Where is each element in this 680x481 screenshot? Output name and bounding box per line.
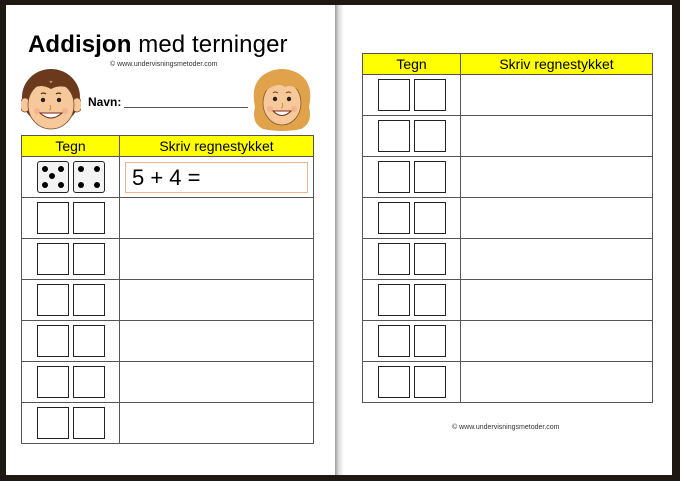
empty-die-box[interactable] xyxy=(414,325,446,357)
left-page xyxy=(6,5,335,475)
table-row xyxy=(22,321,314,362)
answer-cell[interactable] xyxy=(461,362,653,403)
table-row xyxy=(22,362,314,403)
table-row xyxy=(22,239,314,280)
answer-cell[interactable] xyxy=(120,239,314,280)
dice-cell[interactable] xyxy=(363,362,461,403)
example-answer: 5 + 4 = xyxy=(125,162,308,193)
die-four-icon xyxy=(73,161,105,193)
title-rest: med terninger xyxy=(131,31,288,58)
dice-cell[interactable] xyxy=(363,116,461,157)
empty-die-box[interactable] xyxy=(73,407,105,439)
empty-die-box[interactable] xyxy=(414,202,446,234)
boy-face-icon xyxy=(21,67,81,131)
dice-cell[interactable] xyxy=(363,198,461,239)
answer-cell[interactable] xyxy=(120,321,314,362)
empty-die-box[interactable] xyxy=(378,284,410,316)
empty-die-box[interactable] xyxy=(414,243,446,275)
header-tegn: Tegn xyxy=(22,136,120,157)
dice-cell[interactable] xyxy=(22,280,120,321)
dice-cell[interactable] xyxy=(22,362,120,403)
empty-die-box[interactable] xyxy=(73,243,105,275)
table-row xyxy=(363,280,653,321)
table-row xyxy=(22,280,314,321)
empty-die-box[interactable] xyxy=(37,284,69,316)
answer-cell[interactable] xyxy=(120,403,314,444)
name-label: Navn: xyxy=(88,95,122,109)
left-worksheet-table xyxy=(21,135,314,444)
empty-die-box[interactable] xyxy=(414,284,446,316)
empty-die-box[interactable] xyxy=(73,325,105,357)
title-bold: Addisjon xyxy=(28,31,132,58)
table-row xyxy=(22,198,314,239)
dice-cell[interactable] xyxy=(363,75,461,116)
empty-die-box[interactable] xyxy=(378,243,410,275)
empty-die-box[interactable] xyxy=(73,284,105,316)
girl-face-icon xyxy=(249,67,315,133)
answer-cell[interactable] xyxy=(461,198,653,239)
right-page xyxy=(344,5,672,475)
example-row xyxy=(22,157,314,198)
example-answer-cell xyxy=(120,157,314,198)
table-row xyxy=(363,239,653,280)
table-row xyxy=(363,116,653,157)
table-row xyxy=(22,403,314,444)
dice-cell[interactable] xyxy=(363,157,461,198)
table-row xyxy=(363,321,653,362)
answer-cell[interactable] xyxy=(120,362,314,403)
dice-cell[interactable] xyxy=(22,321,120,362)
answer-cell[interactable] xyxy=(461,75,653,116)
copyright-top: © www.undervisningsmetoder.com xyxy=(110,61,218,68)
name-input-line[interactable] xyxy=(124,107,248,108)
answer-cell[interactable] xyxy=(120,198,314,239)
table-row xyxy=(363,157,653,198)
empty-die-box[interactable] xyxy=(414,161,446,193)
dice-cell[interactable] xyxy=(22,239,120,280)
dice-cell[interactable] xyxy=(363,239,461,280)
right-worksheet-table xyxy=(362,53,653,403)
answer-cell[interactable] xyxy=(461,321,653,362)
empty-die-box[interactable] xyxy=(37,366,69,398)
empty-die-box[interactable] xyxy=(37,243,69,275)
empty-die-box[interactable] xyxy=(37,407,69,439)
empty-die-box[interactable] xyxy=(37,202,69,234)
dice-cell[interactable] xyxy=(22,403,120,444)
answer-cell[interactable] xyxy=(120,280,314,321)
copyright-bottom: © www.undervisningsmetoder.com xyxy=(452,424,560,431)
answer-cell[interactable] xyxy=(461,157,653,198)
dice-cell[interactable] xyxy=(363,280,461,321)
example-dice-cell xyxy=(22,157,120,198)
header-skriv: Skriv regnestykket xyxy=(461,54,653,75)
table-row xyxy=(363,362,653,403)
answer-cell[interactable] xyxy=(461,239,653,280)
empty-die-box[interactable] xyxy=(378,79,410,111)
page-gutter xyxy=(335,5,344,475)
table-row xyxy=(363,198,653,239)
header-tegn: Tegn xyxy=(363,54,461,75)
answer-cell[interactable] xyxy=(461,280,653,321)
empty-die-box[interactable] xyxy=(73,366,105,398)
empty-die-box[interactable] xyxy=(414,366,446,398)
empty-die-box[interactable] xyxy=(73,202,105,234)
empty-die-box[interactable] xyxy=(378,120,410,152)
die-five-icon xyxy=(37,161,69,193)
empty-die-box[interactable] xyxy=(378,161,410,193)
empty-die-box[interactable] xyxy=(414,120,446,152)
empty-die-box[interactable] xyxy=(378,202,410,234)
page-title xyxy=(28,31,288,59)
empty-die-box[interactable] xyxy=(414,79,446,111)
dice-cell[interactable] xyxy=(363,321,461,362)
empty-die-box[interactable] xyxy=(37,325,69,357)
table-row xyxy=(363,75,653,116)
empty-die-box[interactable] xyxy=(378,325,410,357)
header-skriv: Skriv regnestykket xyxy=(120,136,314,157)
dice-cell[interactable] xyxy=(22,198,120,239)
empty-die-box[interactable] xyxy=(378,366,410,398)
answer-cell[interactable] xyxy=(461,116,653,157)
